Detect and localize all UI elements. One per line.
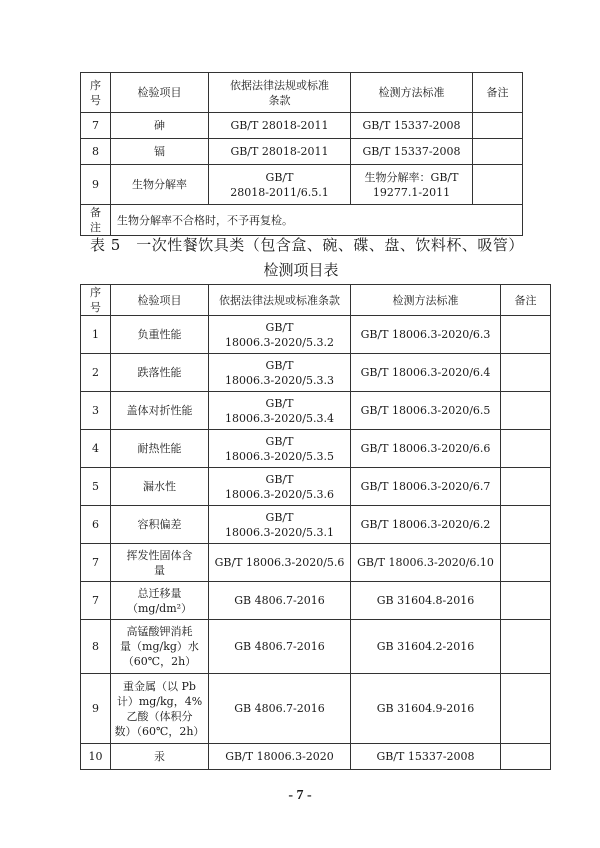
note-row xyxy=(81,205,523,236)
table-row xyxy=(81,744,551,770)
table-row xyxy=(81,506,551,544)
item-cell: 镉 xyxy=(111,139,209,165)
item-cell: 容积偏差 xyxy=(111,506,209,544)
header-row xyxy=(81,73,523,113)
method-cell: GB 31604.2-2016 xyxy=(351,620,501,674)
remark-cell xyxy=(501,468,551,506)
header-remark-cell: 备注 xyxy=(473,73,523,113)
seq-cell: 2 xyxy=(81,354,111,392)
seq-cell: 9 xyxy=(81,165,111,205)
basis-cell: GB/T 18006.3-2020/5.3.6 xyxy=(209,468,351,506)
header-method-cell: 检测方法标准 xyxy=(351,73,473,113)
item-cell: 盖体对折性能 xyxy=(111,392,209,430)
method-cell: GB/T 18006.3-2020/6.2 xyxy=(351,506,501,544)
remark-cell xyxy=(501,354,551,392)
remark-cell xyxy=(501,430,551,468)
table-row xyxy=(81,165,523,205)
table-continued xyxy=(80,72,523,236)
method-cell: GB/T 15337-2008 xyxy=(351,139,473,165)
header-row xyxy=(81,285,551,316)
basis-cell: GB/T 28018-2011 xyxy=(209,139,351,165)
basis-cell: GB/T 18006.3-2020/5.3.5 xyxy=(209,430,351,468)
table-row xyxy=(81,620,551,674)
item-cell: 砷 xyxy=(111,113,209,139)
table-5 xyxy=(80,284,551,770)
method-cell: GB/T 18006.3-2020/6.6 xyxy=(351,430,501,468)
table-row xyxy=(81,468,551,506)
table-caption: 表 5 一次性餐饮具类（包含盒、碗、碟、盘、饮料杯、吸管） xyxy=(90,236,524,254)
remark-cell xyxy=(501,744,551,770)
method-cell: GB/T 18006.3-2020/6.3 xyxy=(351,316,501,354)
seq-cell: 7 xyxy=(81,582,111,620)
header-item-cell: 检验项目 xyxy=(111,73,209,113)
basis-cell: GB/T 28018-2011/6.5.1 xyxy=(209,165,351,205)
basis-cell: GB/T 18006.3-2020/5.3.4 xyxy=(209,392,351,430)
header-seq-cell: 序 号 xyxy=(81,285,111,316)
seq-cell: 7 xyxy=(81,544,111,582)
method-cell: GB/T 15337-2008 xyxy=(351,744,501,770)
item-cell: 高锰酸钾消耗 量（mg/kg）水 （60℃，2h） xyxy=(111,620,209,674)
table-caption-subtitle: 检测项目表 xyxy=(263,261,339,279)
seq-cell: 3 xyxy=(81,392,111,430)
table-row xyxy=(81,139,523,165)
table-row xyxy=(81,582,551,620)
seq-cell: 6 xyxy=(81,506,111,544)
method-cell: GB 31604.9-2016 xyxy=(351,674,501,744)
item-cell: 跌落性能 xyxy=(111,354,209,392)
seq-cell: 8 xyxy=(81,620,111,674)
method-cell: GB/T 15337-2008 xyxy=(351,113,473,139)
header-basis-cell: 依据法律法规或标准条款 xyxy=(209,285,351,316)
table-row xyxy=(81,430,551,468)
seq-cell: 4 xyxy=(81,430,111,468)
table-row xyxy=(81,674,551,744)
remark-cell xyxy=(501,582,551,620)
header-seq-cell: 序 号 xyxy=(81,73,111,113)
method-cell: GB 31604.8-2016 xyxy=(351,582,501,620)
item-cell: 汞 xyxy=(111,744,209,770)
basis-cell: GB/T 18006.3-2020/5.6 xyxy=(209,544,351,582)
remark-cell xyxy=(473,113,523,139)
method-cell: GB/T 18006.3-2020/6.10 xyxy=(351,544,501,582)
item-cell: 挥发性固体含 量 xyxy=(111,544,209,582)
item-cell: 漏水性 xyxy=(111,468,209,506)
item-cell: 总迁移量 （mg/dm²） xyxy=(111,582,209,620)
seq-cell: 8 xyxy=(81,139,111,165)
table-row xyxy=(81,354,551,392)
header-item-cell: 检验项目 xyxy=(111,285,209,316)
item-cell: 负重性能 xyxy=(111,316,209,354)
remark-cell xyxy=(501,674,551,744)
item-cell: 耐热性能 xyxy=(111,430,209,468)
basis-cell: GB/T 18006.3-2020 xyxy=(209,744,351,770)
method-cell: 生物分解率：GB/T 19277.1-2011 xyxy=(351,165,473,205)
table-row xyxy=(81,544,551,582)
page-number: - 7 - xyxy=(288,788,312,803)
remark-cell xyxy=(473,139,523,165)
remark-cell xyxy=(501,506,551,544)
table-row xyxy=(81,392,551,430)
basis-cell: GB/T 18006.3-2020/5.3.1 xyxy=(209,506,351,544)
seq-cell: 5 xyxy=(81,468,111,506)
remark-cell xyxy=(473,165,523,205)
method-cell: GB/T 18006.3-2020/6.4 xyxy=(351,354,501,392)
header-remark-cell: 备注 xyxy=(501,285,551,316)
basis-cell: GB 4806.7-2016 xyxy=(209,674,351,744)
table-row xyxy=(81,113,523,139)
basis-cell: GB/T 18006.3-2020/5.3.2 xyxy=(209,316,351,354)
remark-cell xyxy=(501,620,551,674)
basis-cell: GB/T 28018-2011 xyxy=(209,113,351,139)
seq-cell: 7 xyxy=(81,113,111,139)
basis-cell: GB 4806.7-2016 xyxy=(209,620,351,674)
item-cell: 生物分解率 xyxy=(111,165,209,205)
note-label: 备 注 xyxy=(81,205,111,236)
basis-cell: GB 4806.7-2016 xyxy=(209,582,351,620)
method-cell: GB/T 18006.3-2020/6.7 xyxy=(351,468,501,506)
header-method-cell: 检测方法标准 xyxy=(351,285,501,316)
seq-cell: 9 xyxy=(81,674,111,744)
basis-cell: GB/T 18006.3-2020/5.3.3 xyxy=(209,354,351,392)
item-cell: 重金属（以 Pb 计）mg/kg，4% 乙酸（体积分 数）（60℃，2h） xyxy=(111,674,209,744)
header-basis-cell: 依据法律法规或标准 条款 xyxy=(209,73,351,113)
remark-cell xyxy=(501,316,551,354)
table-row xyxy=(81,316,551,354)
remark-cell xyxy=(501,392,551,430)
seq-cell: 10 xyxy=(81,744,111,770)
remark-cell xyxy=(501,544,551,582)
method-cell: GB/T 18006.3-2020/6.5 xyxy=(351,392,501,430)
note-text: 生物分解率不合格时，不予再复检。 xyxy=(111,205,523,236)
seq-cell: 1 xyxy=(81,316,111,354)
